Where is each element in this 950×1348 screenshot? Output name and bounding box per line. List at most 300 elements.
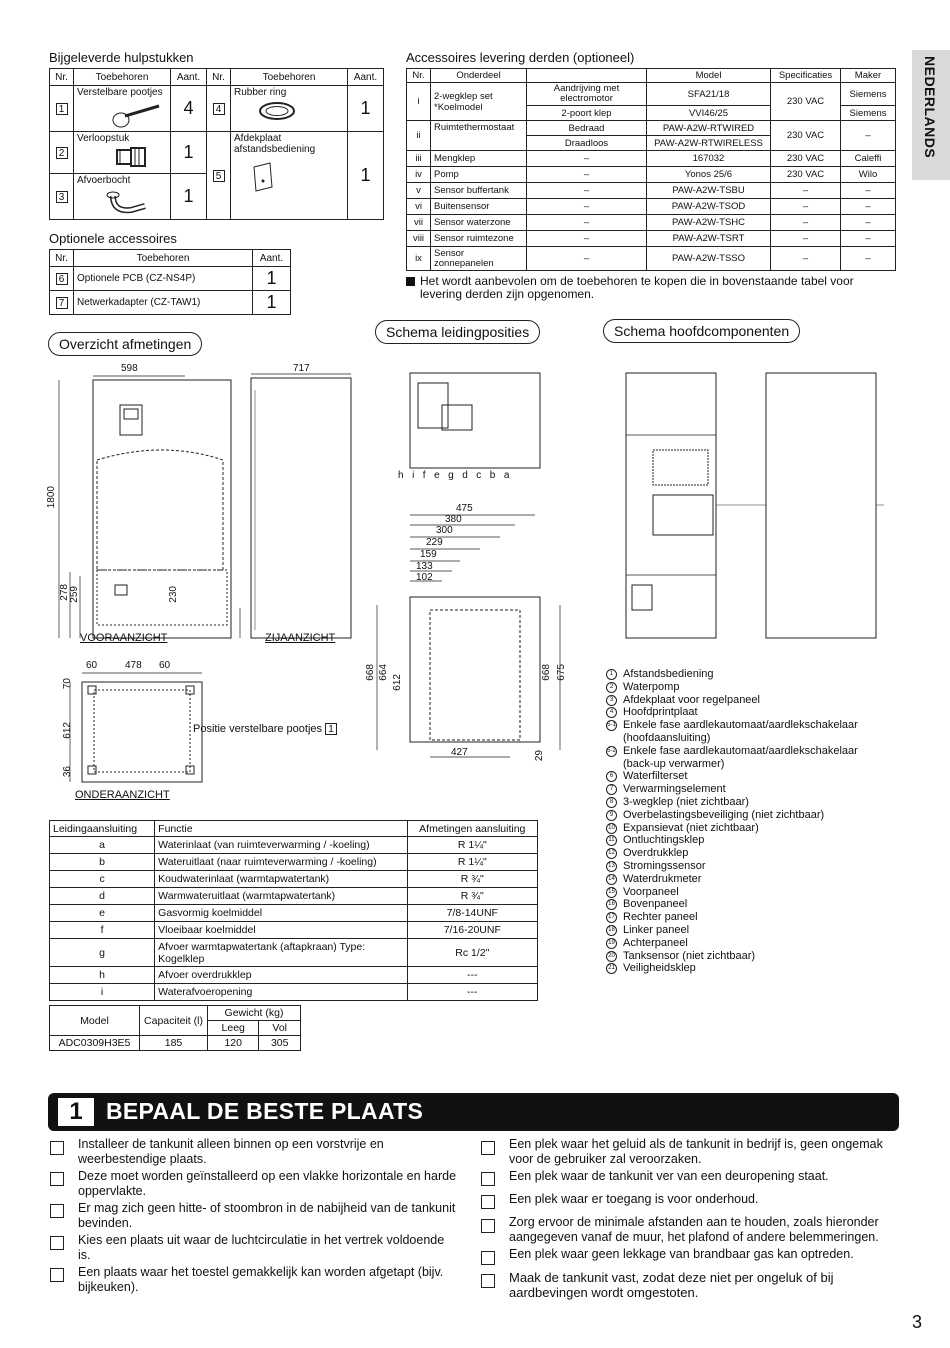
legend-item: [606, 809, 876, 822]
section-number: 1: [58, 1098, 94, 1126]
legend-num: 18: [606, 925, 617, 936]
row-nr: i: [407, 83, 431, 121]
legend-num: 12: [606, 848, 617, 859]
legend-text: Bovenpaneel: [623, 898, 688, 911]
legend-text: Rechter paneel: [623, 911, 698, 924]
weight-table: [49, 1005, 301, 1051]
legend-num: 15: [606, 887, 617, 898]
row-part: Mengklep: [431, 151, 527, 167]
table-row: [407, 151, 896, 167]
checkbox[interactable]: [50, 1172, 64, 1186]
row-model: 167032: [647, 151, 771, 167]
third-party-title: Accessoires levering derden (optioneel): [406, 50, 635, 65]
conn-function: Vloeibaar koelmiddel: [155, 922, 407, 939]
legend-item: [606, 860, 876, 873]
row-part: 2-wegklep set *Koelmodel: [431, 83, 527, 121]
legend-num: 2: [606, 682, 617, 693]
weight-model: ADC0309H3E5: [50, 1036, 140, 1051]
legend-num: 4: [606, 707, 617, 718]
conn-size: R ¾": [407, 871, 537, 888]
legend-item: [606, 873, 876, 886]
checklist-item: Zorg ervoor de minimale afstanden aan te houden, zoals hieronder aangegeven vanaf de muur, het plafond of andere belemmeringen.: [509, 1215, 879, 1244]
legend-item: [606, 694, 876, 707]
conn-function: Wateruitlaat (naar ruimteverwarming / -koeling): [155, 854, 407, 871]
row-part: Sensor zonnepanelen: [431, 247, 527, 271]
legend-item: [606, 770, 876, 783]
table-row: [50, 984, 538, 1001]
legend-text: Waterpomp: [623, 680, 680, 693]
legend-item: [606, 668, 876, 681]
conn-key: f: [50, 922, 155, 939]
connections-table: [49, 820, 538, 1001]
conn-function: Koudwaterinlaat (warmtapwatertank): [155, 871, 407, 888]
item-qty: 1: [171, 174, 207, 220]
item-nr: 2: [56, 147, 68, 159]
row-sub: Aandrijving met electromotor: [527, 83, 647, 106]
row-model: PAW-A2W-TSHC: [647, 215, 771, 231]
legend-text: Overdrukklep: [623, 847, 689, 860]
dim-278: 278: [59, 584, 70, 601]
table-row: [50, 267, 291, 291]
legend-text: Enkele fase aardlekautomaat/aardlekschakelaar (hoofdaansluiting): [623, 719, 858, 744]
row-maker: –: [841, 121, 896, 151]
table-row: [50, 905, 538, 922]
row-maker: –: [841, 247, 896, 271]
cover-plate-icon: [250, 161, 280, 195]
conn-function: Afvoer warmtapwatertank (aftapkraan) Type: Kogelklep: [155, 939, 407, 967]
item-name: Rubber ring: [234, 87, 287, 98]
bottom-view-drawing: [60, 668, 210, 783]
table-row: [407, 199, 896, 215]
dim-668: 668: [365, 664, 376, 681]
legend-text: Enkele fase aardlekautomaat/aardlekschakelaar (back-up verwarmer): [623, 744, 858, 770]
th-item: Toebehoren: [74, 69, 171, 86]
checkbox[interactable]: [481, 1141, 495, 1155]
legend-item: [606, 745, 876, 771]
dim-300: 300: [436, 525, 453, 536]
legend-text: Expansievat (niet zichtbaar): [623, 821, 759, 834]
table-row: [407, 231, 896, 247]
row-model: Yonos 25/6: [647, 167, 771, 183]
checklist-item: Een plaats waar het toestel gemakkelijk kan worden afgetapt (bijv. bijkeuken).: [78, 1265, 444, 1294]
item-nr: 5: [213, 170, 225, 182]
row-spec: 230 VAC: [771, 83, 841, 121]
legend-text: Afstandsbediening: [623, 668, 714, 680]
legend-text: Waterfilterset: [623, 770, 688, 783]
row-spec: –: [771, 247, 841, 271]
row-sub: –: [527, 151, 647, 167]
legend-item: [606, 847, 876, 860]
th-qty: Aant.: [253, 250, 291, 267]
row-model: PAW-A2W-TSRT: [647, 231, 771, 247]
legend-text: Stromingssensor: [623, 859, 706, 872]
th-weight: Gewicht (kg): [208, 1006, 301, 1021]
dim-159: 159: [420, 549, 437, 560]
side-view-label: ZIJAANZICHT: [265, 632, 336, 644]
row-maker: Siemens: [841, 106, 896, 121]
row-sub: –: [527, 167, 647, 183]
item-qty: 1: [253, 267, 291, 291]
conn-function: Warmwateruitlaat (warmtapwatertank): [155, 888, 407, 905]
dim-664: 664: [378, 664, 389, 681]
row-spec: 230 VAC: [771, 151, 841, 167]
conn-size: R 1¼": [407, 837, 537, 854]
item-qty: 1: [348, 132, 384, 220]
legend-num: 11: [606, 835, 617, 846]
legend-item: [606, 937, 876, 950]
legend-num: 19: [606, 938, 617, 949]
table-row: [50, 86, 384, 132]
item-name: Netwerkadapter (CZ-TAW1): [74, 291, 253, 315]
item-name: Afdekplaat afstandsbediening: [234, 133, 316, 155]
checkbox[interactable]: [481, 1172, 495, 1186]
weight-empty: 120: [208, 1036, 259, 1051]
row-model: PAW-A2W-TSOD: [647, 199, 771, 215]
item-qty: 1: [171, 132, 207, 174]
checkbox[interactable]: [50, 1268, 64, 1282]
conn-function: Waterinlaat (van ruimteverwarming / -koeling): [155, 837, 407, 854]
pipe-letter: i: [412, 470, 423, 481]
row-sub: –: [527, 231, 647, 247]
bullet-square-icon: [406, 277, 415, 286]
section-title: BEPAAL DE BESTE PLAATS: [106, 1098, 424, 1124]
legend-item: [606, 962, 876, 975]
dim-1800: 1800: [46, 486, 57, 509]
legend-num: 10: [606, 823, 617, 834]
checkbox[interactable]: [481, 1219, 495, 1233]
table-row: [50, 939, 538, 967]
conn-size: R 1¼": [407, 854, 537, 871]
row-nr: ii: [407, 121, 431, 151]
weight-capacity: 185: [140, 1036, 208, 1051]
dim-229: 229: [426, 537, 443, 548]
language-tab: [912, 50, 950, 180]
dim-475: 475: [456, 503, 473, 514]
dim-717: 717: [293, 363, 310, 374]
legend-text: Afdekplaat voor regelpaneel: [623, 693, 760, 706]
conn-size: ---: [407, 967, 537, 984]
table-row: [407, 121, 896, 136]
legend-num: 6: [606, 771, 617, 782]
row-maker: Caleffi: [841, 151, 896, 167]
row-spec: 230 VAC: [771, 121, 841, 151]
item-name: Afvoerbocht: [77, 175, 131, 186]
th-nr2: Nr.: [207, 69, 231, 86]
conn-key: g: [50, 939, 155, 967]
checklist-item: Een plek waar er toegang is voor onderhoud.: [509, 1192, 759, 1206]
conn-size: Rc 1/2": [407, 939, 537, 967]
legend-item: [606, 886, 876, 899]
item-nr: 4: [213, 103, 225, 115]
supplied-title: Bijgeleverde hulpstukken: [49, 50, 194, 65]
pipe-letter: g: [448, 470, 463, 481]
dim-60a: 60: [86, 660, 98, 671]
adjustable-feet-icon: [107, 100, 167, 130]
row-nr: iv: [407, 167, 431, 183]
front-side-view-drawing: [45, 360, 365, 660]
row-spec: –: [771, 231, 841, 247]
checklist-item: Er mag zich geen hitte- of stoombron in de nabijheid van de tankunit bevinden.: [78, 1201, 456, 1230]
item-nr: 7: [56, 297, 68, 309]
legend-item: [606, 822, 876, 835]
legend-num: 9: [606, 810, 617, 821]
legend-text: Veiligheidsklep: [623, 962, 696, 975]
legend-num: 14: [606, 874, 617, 885]
row-model: SFA21/18: [647, 83, 771, 106]
legend-num: 17: [606, 912, 617, 923]
piping-pill: Schema leidingposities: [375, 320, 540, 344]
row-part: Buitensensor: [431, 199, 527, 215]
table-row: [407, 215, 896, 231]
row-sub: 2-poort klep: [527, 106, 647, 121]
pipe-letter: c: [476, 470, 490, 481]
row-spec: 230 VAC: [771, 167, 841, 183]
third-party-table: [406, 68, 896, 271]
conn-key: d: [50, 888, 155, 905]
pipe-letter: f: [422, 470, 435, 481]
front-view-label: VOORAANZICHT: [80, 632, 168, 644]
dim-598: 598: [121, 363, 138, 374]
table-row: [50, 871, 538, 888]
legend-item: [606, 783, 876, 796]
legend-text: Achterpaneel: [623, 936, 688, 949]
dim-36: 36: [62, 766, 73, 778]
table-row: [407, 167, 896, 183]
conn-size: ---: [407, 984, 537, 1001]
legend-text: Verwarmingselement: [623, 783, 726, 796]
row-sub: Bedraad: [527, 121, 647, 136]
th-part: Onderdeel: [431, 69, 527, 83]
conn-size: 7/8-14UNF: [407, 905, 537, 922]
th-model: Model: [647, 69, 771, 83]
th-nr: Nr.: [407, 69, 431, 83]
legend-num: 3: [606, 695, 617, 706]
table-row: [407, 183, 896, 199]
conn-key: c: [50, 871, 155, 888]
dim-102: 102: [416, 572, 433, 583]
row-maker: Siemens: [841, 83, 896, 106]
pipe-letter: e: [434, 470, 449, 481]
th-model: Model: [50, 1006, 140, 1036]
dim-259: 259: [69, 586, 80, 603]
row-part: Ruimtethermostaat: [431, 121, 527, 151]
legend-num: 5-2: [606, 746, 617, 757]
table-row: [407, 83, 896, 106]
th-nr: Nr.: [50, 69, 74, 86]
checkbox[interactable]: [50, 1204, 64, 1218]
pipe-letters: [398, 470, 518, 481]
row-maker: Wilo: [841, 167, 896, 183]
row-maker: –: [841, 215, 896, 231]
th-qty2: Aant.: [348, 69, 384, 86]
note-text: Het wordt aanbevolen om de toebehoren te kopen die in bovenstaande tabel voor levering derden zijn opgenomen.: [420, 274, 854, 301]
row-part: Pomp: [431, 167, 527, 183]
table-row: [50, 1036, 301, 1051]
checkbox[interactable]: [481, 1251, 495, 1265]
checkbox[interactable]: [50, 1141, 64, 1155]
page-number: 3: [912, 1312, 923, 1332]
dim-675: 675: [556, 664, 567, 681]
item-qty: 1: [348, 86, 384, 132]
row-sub: –: [527, 215, 647, 231]
conn-function: Waterafvoeropening: [155, 984, 407, 1001]
row-nr: vii: [407, 215, 431, 231]
feet-position-label: [193, 723, 337, 735]
row-nr: ix: [407, 247, 431, 271]
legend-num: 7: [606, 784, 617, 795]
dim-133: 133: [416, 561, 433, 572]
legend-item: [606, 719, 876, 745]
row-model: PAW-A2W-TSBU: [647, 183, 771, 199]
row-nr: iii: [407, 151, 431, 167]
row-maker: –: [841, 183, 896, 199]
language-tab-label: NEDERLANDS: [922, 56, 938, 159]
row-maker: –: [841, 231, 896, 247]
conn-key: i: [50, 984, 155, 1001]
th-nr: Nr.: [50, 250, 74, 267]
th-sub: [527, 69, 647, 83]
th-function: Functie: [155, 821, 407, 837]
checklist-item: Een plek waar geen lekkage van brandbaar gas kan optreden.: [509, 1247, 854, 1261]
checkbox[interactable]: [50, 1236, 64, 1250]
conn-key: h: [50, 967, 155, 984]
table-row: [50, 854, 538, 871]
th-full: Vol: [259, 1021, 301, 1036]
legend-num: 16: [606, 899, 617, 910]
th-spec: Specificaties: [771, 69, 841, 83]
rubber-ring-icon: [252, 100, 302, 122]
legend-text: 3-wegklep (niet zichtbaar): [623, 795, 749, 808]
pipe-letter: h: [398, 470, 413, 481]
overview-pill: Overzicht afmetingen: [48, 332, 202, 356]
feet-label-text: Positie verstelbare pootjes: [193, 723, 323, 735]
row-model: VVI46/25: [647, 106, 771, 121]
table-row: [407, 247, 896, 271]
conn-function: Gasvormig koelmiddel: [155, 905, 407, 922]
legend-text: Ontluchtingsklep: [623, 834, 705, 847]
row-part: Sensor ruimtezone: [431, 231, 527, 247]
checkbox[interactable]: [481, 1274, 495, 1288]
th-size: Afmetingen aansluiting: [407, 821, 537, 837]
legend-item: [606, 706, 876, 719]
row-model: PAW-A2W-RTWIRELESS: [647, 136, 771, 151]
table-row: [50, 888, 538, 905]
legend-item: [606, 911, 876, 924]
table-row: [50, 837, 538, 854]
item-nr: 6: [56, 273, 68, 285]
row-part: Sensor buffertank: [431, 183, 527, 199]
components-drawing: [598, 355, 898, 645]
row-spec: –: [771, 183, 841, 199]
legend-num: 8: [606, 797, 617, 808]
bottom-view-label: ONDERAANZICHT: [75, 789, 170, 801]
legend-item: [606, 796, 876, 809]
th-capacity: Capaciteit (l): [140, 1006, 208, 1036]
item-name: Verstelbare pootjes: [77, 87, 163, 98]
reducer-icon: [107, 144, 167, 170]
item-qty: 1: [253, 291, 291, 315]
dim-29: 29: [534, 750, 545, 762]
checklist-item: Maak de tankunit vast, zodat deze niet per ongeluk of bij aardbevingen wordt omgestoten.: [509, 1270, 834, 1300]
th-qty: Aant.: [171, 69, 207, 86]
row-maker: –: [841, 199, 896, 215]
legend-text: Waterdrukmeter: [623, 872, 702, 885]
components-legend: [606, 668, 876, 975]
legend-item: [606, 924, 876, 937]
optional-title: Optionele accessoires: [49, 231, 177, 246]
checklist-item: Een plek waar de tankunit ver van een deuropening staat.: [509, 1169, 829, 1183]
legend-item: [606, 681, 876, 694]
row-sub: –: [527, 247, 647, 271]
checkbox[interactable]: [481, 1195, 495, 1209]
dim-478: 478: [125, 660, 142, 671]
checklist-item: Deze moet worden geïnstalleerd op een vlakke horizontale en harde oppervlakte.: [78, 1169, 457, 1198]
item-name: Optionele PCB (CZ-NS4P): [74, 267, 253, 291]
legend-text: Hoofdprintplaat: [623, 706, 698, 719]
table-row: [50, 291, 291, 315]
item-nr: 1: [56, 103, 68, 115]
pipe-letter: b: [489, 470, 504, 481]
legend-num: 20: [606, 951, 617, 962]
dim-668r: 668: [541, 664, 552, 681]
conn-function: Afvoer overdrukklep: [155, 967, 407, 984]
dim-612b: 612: [62, 722, 73, 739]
dim-612: 612: [392, 674, 403, 691]
dim-380: 380: [445, 514, 462, 525]
checklist-item: Installeer de tankunit alleen binnen op een vorstvrije en weerbestendige plaats.: [78, 1137, 384, 1166]
th-item2: Toebehoren: [231, 69, 348, 86]
row-spec: –: [771, 215, 841, 231]
legend-num: 21: [606, 963, 617, 974]
conn-size: R ¾": [407, 888, 537, 905]
legend-text: Tanksensor (niet zichtbaar): [623, 949, 756, 962]
th-connection: Leidingaansluiting: [50, 821, 155, 837]
th-item: Toebehoren: [74, 250, 253, 267]
legend-text: Linker paneel: [623, 923, 690, 936]
feet-nr: 1: [325, 723, 337, 735]
weight-full: 305: [259, 1036, 301, 1051]
th-maker: Maker: [841, 69, 896, 83]
row-spec: –: [771, 199, 841, 215]
row-sub: Draadloos: [527, 136, 647, 151]
third-party-note: [406, 275, 896, 301]
legend-item: [606, 950, 876, 963]
conn-size: 7/16-20UNF: [407, 922, 537, 939]
row-sub: –: [527, 199, 647, 215]
th-empty: Leeg: [208, 1021, 259, 1036]
drain-elbow-icon: [105, 186, 165, 216]
legend-item: [606, 898, 876, 911]
row-nr: v: [407, 183, 431, 199]
item-nr: 3: [56, 191, 68, 203]
conn-key: e: [50, 905, 155, 922]
conn-key: b: [50, 854, 155, 871]
components-pill: Schema hoofdcomponenten: [603, 319, 800, 343]
legend-num: 13: [606, 861, 617, 872]
pipe-letter: a: [503, 470, 518, 481]
piping-drawing: [370, 365, 580, 775]
legend-num: 5-1: [606, 720, 617, 731]
item-name: Verloopstuk: [77, 133, 130, 144]
checklist-item: Kies een plaats uit waar de luchtcirculatie in het vertrek voldoende is.: [78, 1233, 445, 1262]
dim-427: 427: [451, 747, 468, 758]
dim-70: 70: [62, 678, 73, 690]
section-banner: [48, 1093, 899, 1131]
row-model: PAW-A2W-TSSO: [647, 247, 771, 271]
dim-230: 230: [168, 586, 179, 603]
conn-key: a: [50, 837, 155, 854]
dim-60b: 60: [159, 660, 171, 671]
